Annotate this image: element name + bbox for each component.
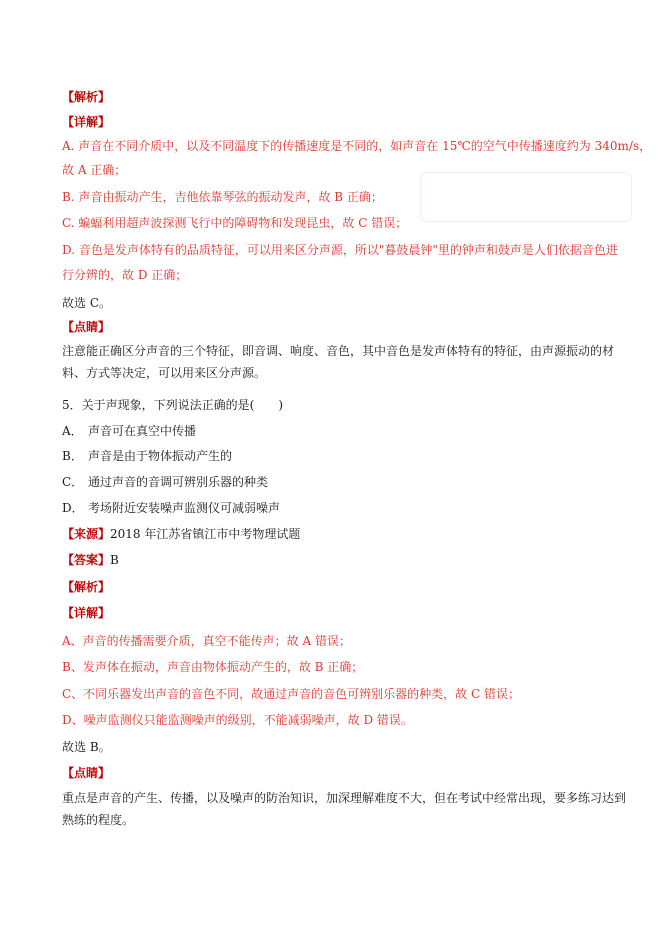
q5-detail-d: D、噪声监测仪只能监测噪声的级别，不能减弱噪声，故 D 错误。 xyxy=(62,713,413,727)
option-c xyxy=(62,473,268,490)
conclusion: 故选 C。 xyxy=(62,296,111,310)
option-a xyxy=(62,422,196,439)
option-letter: B． xyxy=(62,449,83,463)
q5-detail-c: C、不同乐器发出声音的音色不同，故通过声音的音色可辨别乐器的种类，故 C 错误； xyxy=(62,687,520,701)
q5-detail-a: A、声音的传播需要介质，真空不能传声；故 A 错误； xyxy=(62,634,351,648)
answer-label: 【答案】 xyxy=(62,553,111,567)
q5-tip-text: 重点是声音的产生、传播，以及噪声的防治知识，加深理解难度不大，但在考试中经常出现，要多练习达到熟练的程度。 xyxy=(62,791,627,827)
q5-conclusion: 故选 B。 xyxy=(62,740,111,754)
q5-analysis-label: 【解析】 xyxy=(62,580,111,594)
answer-line xyxy=(62,551,119,569)
analysis-label: 【解析】 xyxy=(62,90,111,104)
tip-label: 【点睛】 xyxy=(62,320,111,334)
option-letter: A． xyxy=(62,424,83,438)
q5-tip-label: 【点睛】 xyxy=(62,766,111,780)
option-d xyxy=(62,499,280,516)
source-line xyxy=(62,525,300,543)
tip-text: 注意能正确区分声音的三个特征，即音调、响度、音色，其中音色是发声体特有的特征，由声源振动的材料、方式等决定，可以用来区分声源。 xyxy=(62,344,615,380)
option-text: 通过声音的音调可辨别乐器的种类 xyxy=(88,475,269,489)
detail-line-d2: 行分辨的，故 D 正确； xyxy=(62,268,188,282)
q5-detail-label: 【详解】 xyxy=(62,606,111,620)
option-text: 声音是由于物体振动产生的 xyxy=(88,449,233,463)
detail-line-c: C. 蝙蝠利用超声波探测飞行中的障碍物和发现昆虫，故 C 错误； xyxy=(62,216,408,230)
watermark xyxy=(420,172,632,222)
question-stem: 5．关于声现象，下列说法正确的是( ) xyxy=(62,398,283,412)
option-letter: D． xyxy=(62,501,84,515)
option-b xyxy=(62,447,232,464)
source-text: 2018 年江苏省镇江市中考物理试题 xyxy=(110,527,301,541)
detail-line-d: D. 音色是发声体特有的品质特征，可以用来区分声源，所以"暮鼓晨钟"里的钟声和鼓声是人们依据音色进 xyxy=(62,243,618,257)
source-label: 【来源】 xyxy=(62,527,111,541)
detail-label: 【详解】 xyxy=(62,115,111,129)
q5-detail-b: B、发声体在振动，声音由物体振动产生的，故 B 正确； xyxy=(62,660,364,674)
option-text: 考场附近安装噪声监测仪可减弱噪声 xyxy=(88,501,281,515)
detail-line-a2: 故 A 正确； xyxy=(62,163,127,177)
answer-value: B xyxy=(110,553,119,567)
detail-line-a: A. 声音在不同介质中，以及不同温度下的传播速度是不同的，如声音在 15℃的空气中传播速度约为 340m/s， xyxy=(62,139,652,153)
option-letter: C． xyxy=(62,475,84,489)
detail-line-b: B. 声音由振动产生，吉他依靠琴弦的振动发声，故 B 正确； xyxy=(62,190,383,204)
option-text: 声音可在真空中传播 xyxy=(88,424,197,438)
